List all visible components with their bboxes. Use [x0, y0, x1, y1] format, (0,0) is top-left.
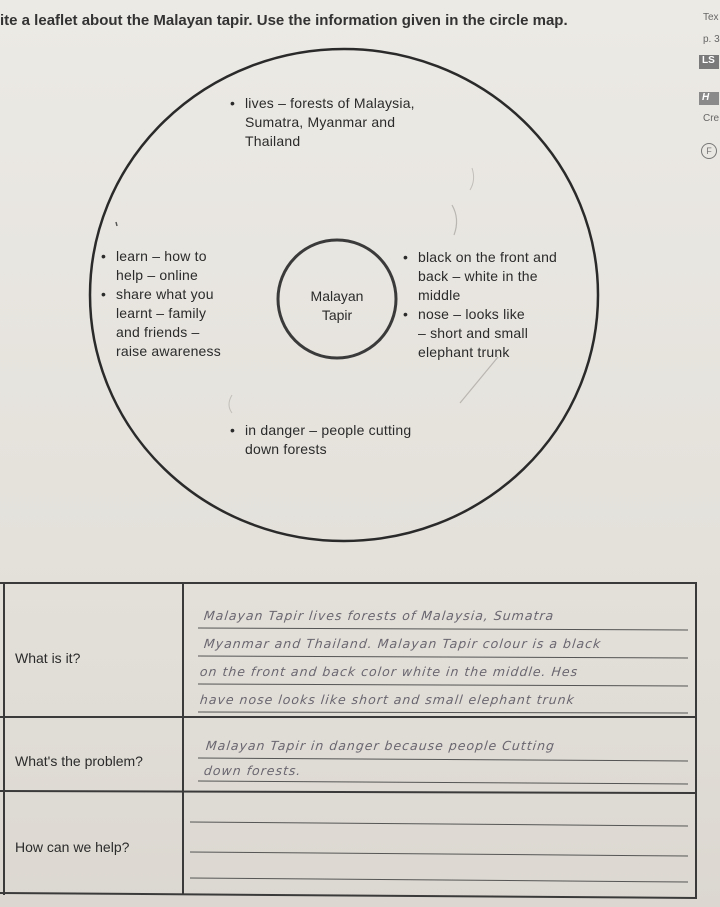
writing-rule: [198, 684, 688, 686]
top-bullet-line2: Sumatra, Myanmar and: [245, 114, 396, 130]
left-bullet2-line2: learnt – family: [116, 305, 207, 321]
sidebar-create-label: Cre: [703, 113, 720, 124]
left-bullet1-line1: • learn – how to: [116, 247, 207, 266]
sidebar-text: Tex: [703, 12, 719, 23]
instruction-heading: ite a leaflet about the Malayan tapir. Use the information given in the circle map.: [0, 12, 568, 29]
sidebar-h-badge: H: [699, 92, 719, 105]
sidebar-page-ref: p. 3: [703, 34, 720, 45]
top-bullet-line3: Thailand: [245, 133, 301, 149]
center-label-line1: Malayan: [310, 288, 364, 304]
table-bottom-border: [0, 893, 697, 898]
left-bullet1-line2: help – online: [116, 267, 198, 283]
right-bullet1-line1: • black on the front and: [418, 248, 557, 267]
left-bullet2-line4: raise awareness: [116, 343, 221, 359]
table-divider-2: [0, 791, 697, 793]
sidebar-ls-badge: LS: [699, 55, 719, 69]
top-bullet-line1: • lives – forests of Malaysia,: [245, 94, 415, 113]
handwritten-answer-line: on the front and back color white in the middle. Hes: [199, 664, 580, 679]
writing-rule: [198, 628, 688, 630]
left-bullet2-line3: and friends –: [116, 324, 200, 340]
handwritten-answer-line: Malayan Tapir in danger because people Cutting: [205, 738, 556, 753]
center-label-line2: Tapir: [321, 307, 353, 323]
handwritten-answer-line: down forests.: [203, 763, 303, 778]
handwritten-answer-line: Malayan Tapir lives forests of Malaysia, Sumatra: [203, 608, 556, 623]
right-bullet2-line1: • nose – looks like: [418, 305, 525, 324]
handwritten-answer-line: Myanmar and Thailand. Malayan Tapir colour is a black: [203, 636, 603, 651]
right-bullet1-line3: middle: [418, 287, 461, 303]
writing-rule: [190, 822, 688, 826]
row-label-problem: What's the problem?: [15, 753, 143, 769]
bottom-bullet-line2: down forests: [245, 441, 327, 457]
row-label-help: How can we help?: [15, 839, 130, 855]
left-bullet2-line1: • share what you: [116, 285, 214, 304]
right-bullet2-line3: elephant trunk: [418, 344, 510, 360]
writing-rule: [198, 758, 688, 761]
writing-rule: [198, 781, 688, 784]
row-label-what-is-it: What is it?: [15, 650, 81, 666]
sidebar-circle-icon: F: [701, 143, 717, 159]
writing-rule: [198, 712, 688, 713]
bottom-bullet-line1: • in danger – people cutting: [245, 421, 411, 440]
handwritten-answer-line: have nose looks like short and small elephant trunk: [199, 692, 576, 707]
right-bullet2-line2: – short and small: [418, 325, 529, 341]
writing-rule: [190, 852, 688, 856]
right-bullet1-line2: back – white in the: [418, 268, 538, 284]
writing-rule: [198, 656, 688, 658]
writing-rule: [190, 878, 688, 882]
